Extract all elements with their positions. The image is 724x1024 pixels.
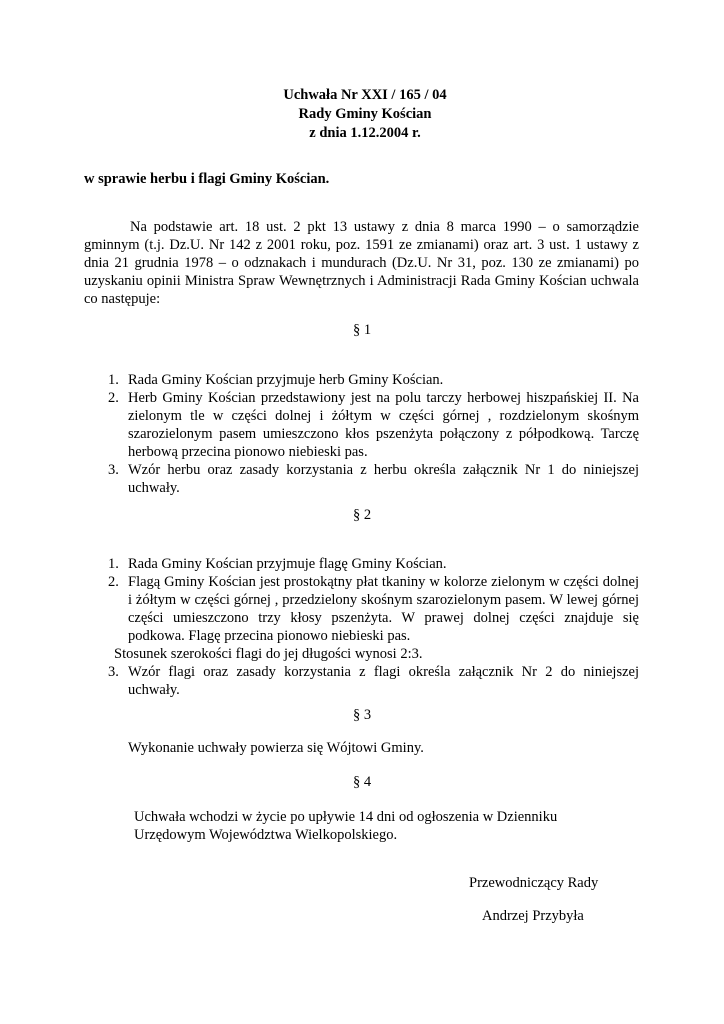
signature-title: Przewodniczący Rady bbox=[469, 875, 599, 891]
section-2-heading: § 2 bbox=[352, 507, 372, 523]
legal-basis-paragraph: Na podstawie art. 18 ust. 2 pkt 13 ustawy z dnia 8 marca 1990 – o samorządzie gminnym (t.j. Dz.U. Nr 142 z 2001 roku, poz. 1591 ze zmianami) oraz art. 3 ust. 1 ustawy z dnia 21 grudnia 1978 – o odznakach i mundurach (Dz.U. Nr 31, poz. 130 ze zmianami) po uzyskaniu opinii Ministra Spraw Wewnętrznych i Administracji Rada Gminy Kościan uchwala co następuje: bbox=[84, 219, 639, 307]
section-1-list bbox=[84, 371, 639, 497]
list-item bbox=[84, 461, 639, 497]
list-item-text: Rada Gminy Kościan przyjmuje herb Gminy Kościan. bbox=[128, 372, 444, 388]
list-item bbox=[84, 389, 639, 461]
list-item-text: Herb Gminy Kościan przedstawiony jest na polu tarczy herbowej hiszpańskiej II. Na zielonym tle w części dolnej i żółtym w części górnej , rozdzielonym skośnym szarozielonym pasem umieszczono kłos pszenżyta połączony z półpodkową. Tarczę herbową przecina pionowo niebieski pas. bbox=[128, 390, 639, 460]
resolution-header bbox=[0, 86, 724, 143]
section-4-text: Uchwała wchodzi w życie po upływie 14 dni od ogłoszenia w Dzienniku Urzędowym Województwa Wielkopolskiego. bbox=[134, 809, 558, 843]
resolution-subject: w sprawie herbu i flagi Gminy Kościan. bbox=[84, 171, 330, 187]
resolution-date: z dnia 1.12.2004 r. bbox=[309, 125, 421, 141]
list-item-text: Wzór herbu oraz zasady korzystania z herbu określa załącznik Nr 1 do niniejszej uchwały. bbox=[128, 462, 639, 496]
list-item-number: 3. bbox=[108, 664, 119, 680]
list-item bbox=[84, 371, 639, 389]
section-3-heading: § 3 bbox=[352, 707, 372, 723]
signature-name: Andrzej Przybyła bbox=[482, 908, 584, 924]
list-item-text: Wzór flagi oraz zasady korzystania z flagi określa załącznik Nr 2 do niniejszej uchwały. bbox=[128, 664, 639, 698]
list-item-number: 2. bbox=[108, 390, 119, 406]
list-item-number: 1. bbox=[108, 372, 119, 388]
section-1-heading: § 1 bbox=[352, 322, 372, 338]
list-item-number: 3. bbox=[108, 462, 119, 478]
list-item-number: 1. bbox=[108, 556, 119, 572]
list-item bbox=[84, 663, 639, 699]
list-item bbox=[84, 555, 639, 573]
resolution-number: Uchwała Nr XXI / 165 / 04 bbox=[283, 87, 447, 103]
list-item bbox=[84, 573, 639, 663]
list-item-extra-text: Stosunek szerokości flagi do jej długości wynosi 2:3. bbox=[114, 646, 423, 662]
section-4-heading: § 4 bbox=[352, 774, 372, 790]
council-name: Rady Gminy Kościan bbox=[298, 106, 432, 122]
list-item-text: Flagą Gminy Kościan jest prostokątny płat tkaniny w kolorze zielonym w części dolnej i żółtym w części górnej , przedzielony skośnym szarozielonym pasem. W lewej górnej części umieszczono trzy kłosy pszenżyta. W prawej dolnej części znajduje się podkowa. Flagę przecina pionowo niebieski pas. bbox=[128, 574, 639, 644]
section-2-list bbox=[84, 555, 639, 699]
section-3-text: Wykonanie uchwały powierza się Wójtowi Gminy. bbox=[128, 740, 424, 756]
list-item-number: 2. bbox=[108, 574, 119, 590]
list-item-text: Rada Gminy Kościan przyjmuje flagę Gminy Kościan. bbox=[128, 556, 447, 572]
